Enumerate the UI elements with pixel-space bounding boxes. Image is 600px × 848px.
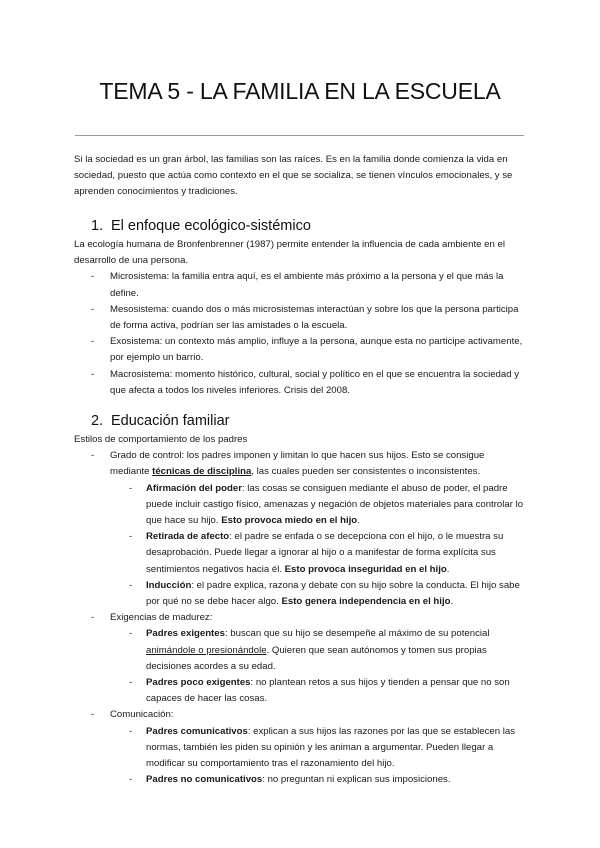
sublist-item-retirada: - Retirada de afecto: el padre se enfada o se decepciona con el hijo, o le muestra su desaprobación. Puede llegar a ignorar al hijo o a manifestar de forma explícita sus sentimientos negativos hacia él. Esto provoca inseguridad en el hijo. (129, 531, 504, 575)
section-1-body (74, 237, 526, 399)
section-1-lead: La ecología humana de Bronfenbrenner (1987) permite entender la influencia de cada ambiente en el desarrollo de una persona. (74, 239, 505, 267)
title-divider (75, 135, 524, 136)
list-item-macrosistema: - Macrosistema: momento histórico, cultural, social y político en el que se encuentra la sociedad y que afecta a todos los niveles inferiores. Crisis del 2008. (91, 368, 519, 396)
section-2-lead: Estilos de comportamiento de los padres (74, 434, 248, 445)
section-2-body (74, 432, 526, 788)
parenting-styles-list (74, 448, 526, 788)
list-item-grado-control: - Grado de control: los padres imponen y limitan lo que hacen sus hijos. Esto se consigue mediante técnicas de disciplina, las cuales pueden ser consistentes o inconsistentes. - Afirmación del poder: las cosas se consiguen mediante el abuso de poder, el padre puede incluir castigo físico, amenazas y negación de objetos materiales para controlar lo que hace su hijo. Esto provoca miedo en el hijo. - Retirada de afecto: el padre se enfada o se decepciona con el hijo, o le muestra su desaprobación. Puede llegar a ignorar al hijo o a manifestar de forma explícita sus sentimientos negativos hacia él. Esto provoca inseguridad en el hijo. - Inducción: el padre explica, razona y debate con su hijo sobre la conducta. El hijo sabe por qué no se debe hacer algo. Esto genera independencia en el hijo. (74, 448, 526, 610)
list-item-madurez: - Exigencias de madurez: - Padres exigentes: buscan que su hijo se desempeñe al máximo de su potencial animándole o presionándole. Quieren que sean autónomos y tomen sus propias decisiones acordes a su edad. - Padres poco exigentes: no plantean retos a sus hijos y tienden a pensar que no son capaces de hacer las cosas. (74, 610, 526, 707)
section-1-number: 1. (91, 218, 104, 234)
ecosystem-list (74, 269, 526, 399)
list-item-comunicacion: - Comunicación: - Padres comunicativos: explican a sus hijos las razones por las que se establecen las normas, también les piden su opinión y les animan a argumentar. Pueden llegar a modificar su comportamiento tras el razonamiento del hijo. - Padres no comunicativos: no preguntan ni explican sus imposiciones. (74, 707, 526, 788)
sublist-item-afirmacion: - Afirmación del poder: las cosas se consiguen mediante el abuso de poder, el padre puede incluir castigo físico, amenazas y negación de objetos materiales para controlar lo que hace su hijo. Esto provoca miedo en el hijo. (129, 482, 524, 527)
list-item-exosistema: - Exosistema: un contexto más amplio, influye a la persona, aunque esta no participe activamente, por ejemplo un barrio. (91, 336, 523, 364)
section-1-title: El enfoque ecológico-sistémico (111, 218, 311, 234)
madurez-sublist (74, 626, 526, 707)
list-item-microsistema: - Microsistema: la familia entra aquí, es el ambiente más próximo a la persona y el que más la define. (91, 271, 504, 299)
sublist-item-induccion: - Inducción: el padre explica, razona y debate con su hijo sobre la conducta. El hijo sabe por qué no se debe hacer algo. Esto genera independencia en el hijo. (129, 579, 520, 608)
intro-paragraph: Si la sociedad es un gran árbol, las familias son las raíces. Es en la familia donde comienza la vida en sociedad, puesto que actúa como contexto en el que se socializa, se tienen vínculos emocionales, y se aprenden conocimientos y tradiciones. (74, 154, 513, 198)
sublist-item-poco-exigentes: - Padres poco exigentes: no plantean retos a sus hijos y tienden a pensar que no son capaces de hacer las cosas. (129, 677, 510, 705)
sublist-item-exigentes: - Padres exigentes: buscan que su hijo se desempeñe al máximo de su potencial animándole o presionándole. Quieren que sean autónomos y tomen sus propias decisiones acordes a su edad. (129, 628, 490, 672)
animandole-underlined: animándole o presionándole (146, 644, 267, 656)
control-sublist (74, 481, 526, 611)
list-item-mesosistema: - Mesosistema: cuando dos o más microsistemas interactúan y sobre los que la persona participa de forma activa, podrían ser las amistades o la escuela. (91, 303, 519, 332)
section-1-heading (91, 218, 311, 234)
section-2-number: 2. (91, 413, 104, 429)
page-title: TEMA 5 - LA FAMILIA EN LA ESCUELA (99, 78, 501, 104)
sublist-item-no-comunicativos: - Padres no comunicativos: no preguntan ni explican sus imposiciones. (129, 774, 451, 786)
comunicacion-sublist (74, 724, 526, 789)
section-2-title: Educación familiar (111, 413, 230, 429)
section-2-heading (91, 413, 229, 429)
disciplina-underlined: técnicas de disciplina (152, 466, 252, 478)
sublist-item-comunicativos: - Padres comunicativos: explican a sus hijos las razones por las que se establecen las normas, también les piden su opinión y les animan a argumentar. Pueden llegar a modificar su comportamiento tras el razonamiento del hijo. (129, 725, 516, 770)
